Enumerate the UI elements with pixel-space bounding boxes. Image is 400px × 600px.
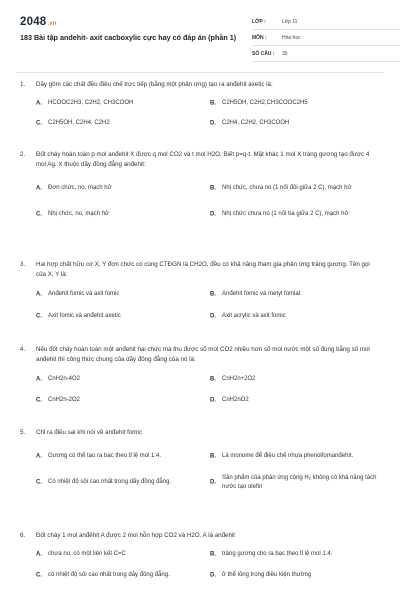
- question-5: [20, 428, 378, 493]
- option-text: Gương có thể tạo ra bạc theo tỉ lệ mol 1:4.: [48, 453, 162, 460]
- option-text: có nhiệt độ sôi cao nhất trong dãy đồng đẳng.: [48, 572, 170, 579]
- logo-main: 2048: [20, 16, 47, 28]
- option-a[interactable]: [36, 550, 204, 560]
- option-text: C2H4, C2H2, CH3COOH: [222, 120, 290, 127]
- question-number: 2.: [20, 151, 26, 158]
- logo-suffix: .vn: [47, 21, 57, 27]
- option-text: Anđehit fomic và axit fomic: [48, 291, 120, 298]
- option-letter: D.: [210, 397, 216, 404]
- site-logo[interactable]: [20, 16, 57, 28]
- option-text: Axit fomic và anđehit axetic: [48, 313, 121, 320]
- option-d[interactable]: [210, 205, 378, 225]
- header-divider: [16, 72, 384, 73]
- option-c[interactable]: [36, 566, 204, 586]
- meta-row-count: [252, 46, 400, 62]
- option-b[interactable]: [210, 375, 378, 385]
- option-text: Đơn chức, no, mạch hở: [48, 185, 112, 192]
- question-text: Nếu đốt cháy hoàn toàn một anđehit hai chức mà thu được số mol CO2 nhiều hơn số mol nước một số đúng bằng số mol anđehit thì công thức chung của dãy đồng đẳng của nó là:: [36, 346, 370, 363]
- option-d[interactable]: [210, 473, 378, 493]
- question-1: [20, 80, 378, 129]
- option-b[interactable]: [210, 99, 378, 109]
- question-text: Đốt cháy 1 mol anđêhit A được 2 mol hỗn hợp CO2 và H2O. A là anđehit: [36, 532, 236, 539]
- option-letter: D.: [210, 313, 216, 320]
- meta-value: 35: [282, 50, 288, 57]
- option-a[interactable]: [36, 447, 204, 467]
- meta-value: Hóa học: [282, 34, 301, 41]
- option-letter: B.: [210, 376, 216, 383]
- question-stem: [20, 428, 378, 438]
- option-text: Nhị chức, no, mạch hở: [48, 211, 109, 218]
- option-b[interactable]: [210, 290, 378, 300]
- meta-value: Lớp 11: [282, 18, 298, 25]
- option-letter: B.: [210, 453, 216, 460]
- question-6: [20, 531, 378, 586]
- option-letter: D.: [210, 572, 216, 579]
- question-stem: [20, 531, 378, 541]
- meta-key: MÔN :: [252, 34, 267, 41]
- question-text: Đốt cháy hoàn toàn p mol anđehit X được q mol CO2 và t mol H2O. Biết p=q-t. Mặt khác 1 mol X tráng gương tạo được 4 mol Ag. X thuộc dãy đồng đẳng anđehit:: [36, 151, 370, 168]
- question-number: 5.: [20, 429, 26, 436]
- meta-table: [252, 14, 400, 62]
- question-4: [20, 345, 378, 406]
- option-text: tráng gương cho ra bạc theo tỉ lệ mol 1:4.: [222, 551, 333, 558]
- option-letter: A.: [36, 551, 42, 558]
- option-c[interactable]: [36, 473, 204, 493]
- option-text: Anđehit fomic và metyl fomiat: [222, 291, 301, 298]
- option-letter: D.: [210, 120, 216, 127]
- question-2: [20, 150, 378, 225]
- question-number: 6.: [20, 532, 26, 539]
- option-text: HCOOC2H3, C2H2, CH3COOH: [48, 100, 134, 107]
- question-number: 4.: [20, 346, 26, 353]
- option-d[interactable]: [210, 119, 378, 129]
- option-c[interactable]: [36, 396, 204, 406]
- option-letter: B.: [210, 100, 216, 107]
- option-text: Có nhiệt độ sôi cao nhất trong dãy đồng đẳng.: [48, 479, 172, 486]
- option-text: CnH2nO2: [222, 397, 249, 404]
- question-text: Chỉ ra điều sai khi nói về anđehit fomic: [36, 429, 142, 436]
- option-text: CnH2n-2O2: [48, 397, 81, 404]
- option-grid: [20, 173, 378, 225]
- question-stem: [20, 345, 378, 365]
- option-letter: B.: [210, 551, 216, 558]
- option-text: Nhị chức chưa no (1 nối ba giữa 2 C), mạch hở: [222, 211, 349, 218]
- document-title: 183 Bài tập andehit- axit cacboxylic cực hay có đáp án (phần 1): [20, 33, 237, 42]
- question-stem: [20, 260, 378, 280]
- option-text: C2H5OH, C2H4, C2H2: [48, 120, 110, 127]
- option-letter: A.: [36, 100, 42, 107]
- option-grid: [20, 544, 378, 586]
- option-letter: A.: [36, 291, 42, 298]
- option-b[interactable]: [210, 179, 378, 199]
- option-letter: C.: [36, 572, 42, 579]
- option-letter: A.: [36, 453, 42, 460]
- option-text: chưa no, có một liên kết C=C: [48, 551, 126, 558]
- option-c[interactable]: [36, 119, 204, 129]
- option-a[interactable]: [36, 179, 204, 199]
- option-letter: B.: [210, 185, 216, 192]
- option-text: Axit acrylic và axit fomic: [222, 313, 286, 320]
- meta-key: SỐ CÂU :: [252, 50, 275, 57]
- meta-key: LỚP :: [252, 18, 266, 25]
- option-a[interactable]: [36, 99, 204, 109]
- option-letter: C.: [36, 120, 42, 127]
- option-d[interactable]: [210, 396, 378, 406]
- question-text: Hai hợp chất hữu cơ X, Y đơn chức có cùng CTĐGN là CH2O, đều có khả năng tham gia phản ứng tráng gương. Tên gọi của X, Y là:: [36, 261, 370, 278]
- option-letter: C.: [36, 479, 42, 486]
- option-text: Là monome để điều chế nhựa phenolfomanđehit.: [222, 453, 354, 460]
- meta-row-class: [252, 14, 400, 30]
- option-grid: [20, 283, 378, 322]
- option-c[interactable]: [36, 205, 204, 225]
- option-text: CnH2n-4O2: [48, 376, 81, 383]
- document-header: [20, 14, 382, 64]
- option-grid: [20, 368, 378, 406]
- option-d[interactable]: [210, 566, 378, 586]
- question-text: Dãy gồm các chất đều điều chế trực tiếp (bằng một phản ứng) tạo ra anđehit axetic là:: [36, 81, 273, 88]
- option-b[interactable]: [210, 447, 378, 467]
- option-grid: [20, 93, 378, 129]
- option-b[interactable]: [210, 550, 378, 560]
- option-letter: C.: [36, 211, 42, 218]
- option-grid: [20, 441, 378, 493]
- option-a[interactable]: [36, 375, 204, 385]
- question-number: 1.: [20, 81, 26, 88]
- question-stem: [20, 150, 378, 170]
- option-text: Nhị chức, chưa no (1 nối đôi giữa 2 C), mạch hở: [222, 185, 352, 192]
- option-text: C2H5OH, C2H2,CH3COOC2H5: [222, 100, 308, 107]
- option-d[interactable]: [210, 312, 378, 322]
- option-letter: C.: [36, 397, 42, 404]
- question-stem: [20, 80, 378, 90]
- question-number: 3.: [20, 261, 26, 268]
- option-letter: A.: [36, 376, 42, 383]
- option-letter: D.: [210, 211, 216, 218]
- option-letter: A.: [36, 185, 42, 192]
- option-letter: B.: [210, 291, 216, 298]
- meta-row-subject: [252, 30, 400, 46]
- question-3: [20, 260, 378, 322]
- option-a[interactable]: [36, 290, 204, 300]
- option-text: Sản phẩm của phản ứng cộng H₂ không có khả năng tách nước tạo olefin: [222, 474, 377, 490]
- option-c[interactable]: [36, 312, 204, 322]
- option-letter: D.: [210, 479, 216, 486]
- option-letter: C.: [36, 313, 42, 320]
- option-text: ở thể lỏng trong điều kiện thường: [222, 572, 312, 579]
- option-text: CnH2n+2O2: [222, 376, 256, 383]
